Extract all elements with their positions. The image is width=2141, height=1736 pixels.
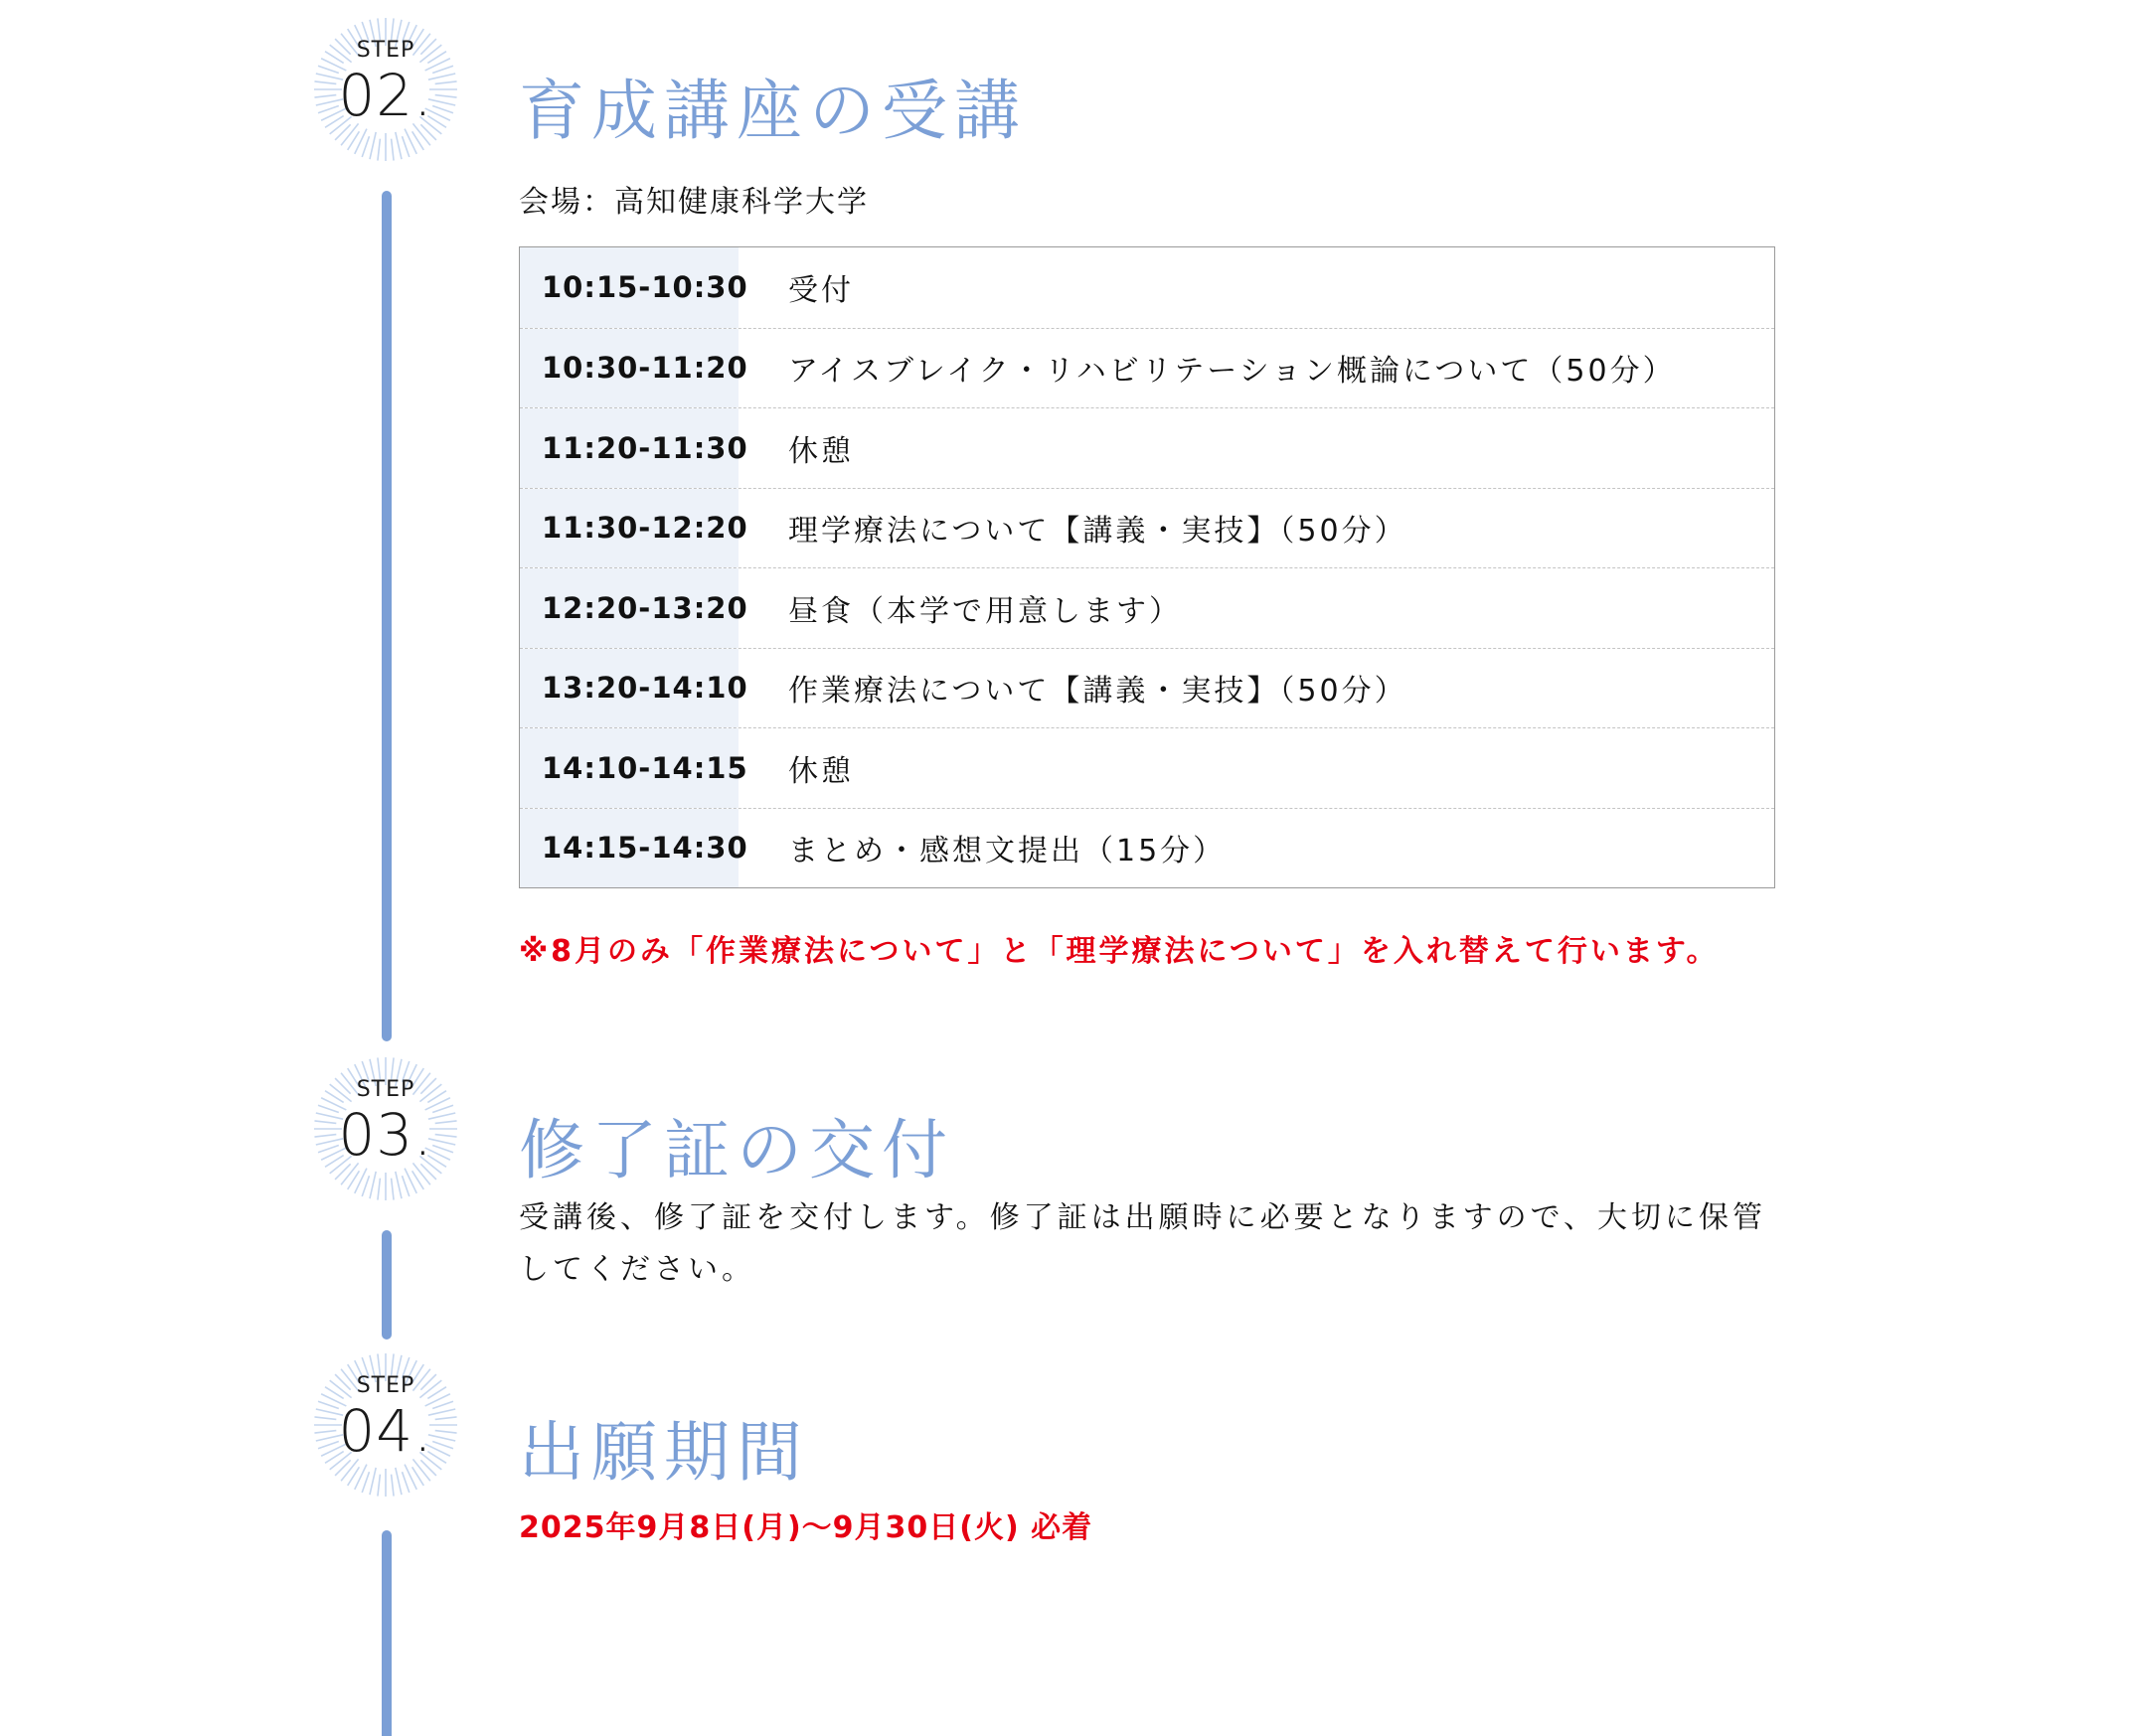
item-cell: 受付 (788, 273, 854, 309)
table-row (520, 648, 1774, 728)
schedule-note: ※8月のみ「作業療法について」と「理学療法について」を入れ替えて行います。 (519, 934, 1720, 969)
item-cell: 理学療法について【講義・実技】（50分） (788, 514, 1407, 550)
table-row (520, 328, 1774, 408)
table-row (520, 727, 1774, 808)
step-title-application-period: 出願期間 (519, 1414, 809, 1491)
step-badge-03 (314, 1057, 457, 1200)
time-cell: 10:30-11:20 (520, 329, 739, 408)
time-cell: 10:15-10:30 (520, 247, 739, 328)
timeline-bar (382, 1230, 392, 1340)
table-row (520, 247, 1774, 328)
step-title-course: 育成講座の受講 (519, 73, 1027, 149)
table-row (520, 808, 1774, 888)
step-label: STEP (356, 1077, 415, 1102)
timeline-bar (382, 1530, 392, 1736)
table-row (520, 567, 1774, 648)
timeline-bar (382, 191, 392, 1041)
item-cell: 休憩 (788, 753, 854, 789)
table-row (520, 407, 1774, 488)
time-cell: 13:20-14:10 (520, 649, 739, 728)
table-row (520, 488, 1774, 568)
item-cell: 休憩 (788, 433, 854, 469)
application-deadline: 2025年9月8日(月)〜9月30日(火) 必着 (519, 1510, 1093, 1545)
step-label: STEP (356, 1373, 415, 1398)
item-cell: 昼食（本学で用意します） (788, 593, 1182, 629)
step-badge-04 (314, 1353, 457, 1497)
item-cell: アイスブレイク・リハビリテーション概論について（50分） (788, 354, 1676, 390)
time-cell: 12:20-13:20 (520, 568, 739, 648)
step-number: 03. (338, 1101, 433, 1169)
time-cell: 11:20-11:30 (520, 408, 739, 488)
time-cell: 14:10-14:15 (520, 728, 739, 808)
step-badge-02 (314, 18, 457, 161)
step-title-certificate: 修了証の交付 (519, 1112, 954, 1188)
certificate-description: 受講後、修了証を交付します。修了証は出願時に必要となりますので、大切に保管してください。 (519, 1200, 1766, 1287)
step-number: 04. (338, 1397, 433, 1465)
schedule-table (519, 246, 1775, 888)
item-cell: 作業療法について【講義・実技】（50分） (788, 674, 1407, 710)
venue-text: 会場：高知健康科学大学 (519, 185, 869, 220)
time-cell: 14:15-14:30 (520, 809, 739, 888)
step-label: STEP (356, 38, 415, 63)
step-number: 02. (338, 62, 433, 129)
time-cell: 11:30-12:20 (520, 489, 739, 568)
item-cell: まとめ・感想文提出（15分） (788, 834, 1227, 869)
